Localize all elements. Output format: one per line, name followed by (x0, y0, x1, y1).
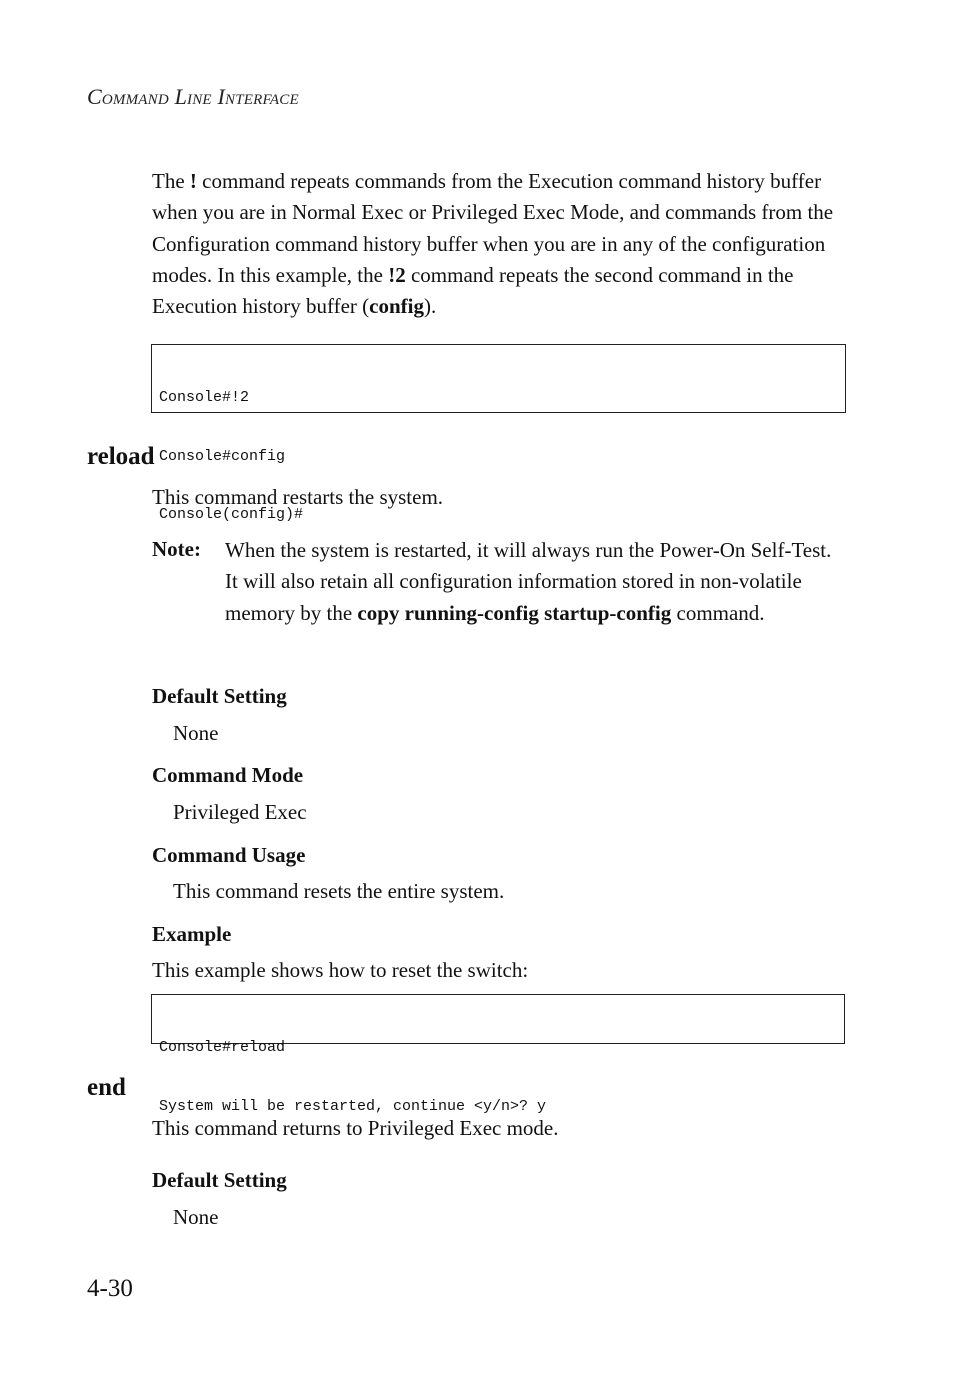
reload-default-heading: Default Setting (152, 684, 287, 708)
intro-paragraph: The ! command repeats commands from the Execution command history buffer when you are in Normal Exec or Privileged Exec Mode, and commands from the Configuration command history buffer when you are in any of the configuration modes. In this example, the !2 command repeats the second command in the Execution history buffer (config). (152, 169, 834, 319)
section-title-reload: reload (87, 443, 155, 470)
code-line: System will be restarted, continue <y/n>? y (159, 1097, 547, 1115)
note-text: When the system is restarted, it will always run the Power-On Self-Test. It will also retain all configuration information stored in non-volatile memory by the copy running-config startup-config command. (225, 538, 832, 625)
reload-description: This command restarts the system. (152, 485, 444, 509)
reload-usage-heading: Command Usage (152, 843, 306, 867)
end-default-value: None (173, 1205, 219, 1229)
reload-usage-value: This command resets the entire system. (173, 879, 505, 903)
code-line: Console#reload (159, 1039, 286, 1056)
reload-mode-value: Privileged Exec (173, 800, 307, 824)
reload-example-heading: Example (152, 922, 232, 946)
note-label: Note: (152, 537, 201, 561)
section-title-end: end (87, 1074, 126, 1101)
end-default-heading: Default Setting (152, 1168, 287, 1192)
reload-default-value: None (173, 721, 219, 745)
code-line: Console(config)# (159, 506, 304, 523)
reload-example-text: This example shows how to reset the switch: (152, 958, 529, 982)
code-example-reload (151, 994, 845, 1115)
end-description: This command returns to Privileged Exec mode. (152, 1116, 559, 1140)
reload-mode-heading: Command Mode (152, 763, 304, 787)
running-head: Command Line Interface (87, 84, 299, 109)
page-number: 4-30 (87, 1275, 133, 1302)
code-line: Console#!2 (159, 389, 250, 406)
code-line: Console#config (159, 447, 286, 465)
